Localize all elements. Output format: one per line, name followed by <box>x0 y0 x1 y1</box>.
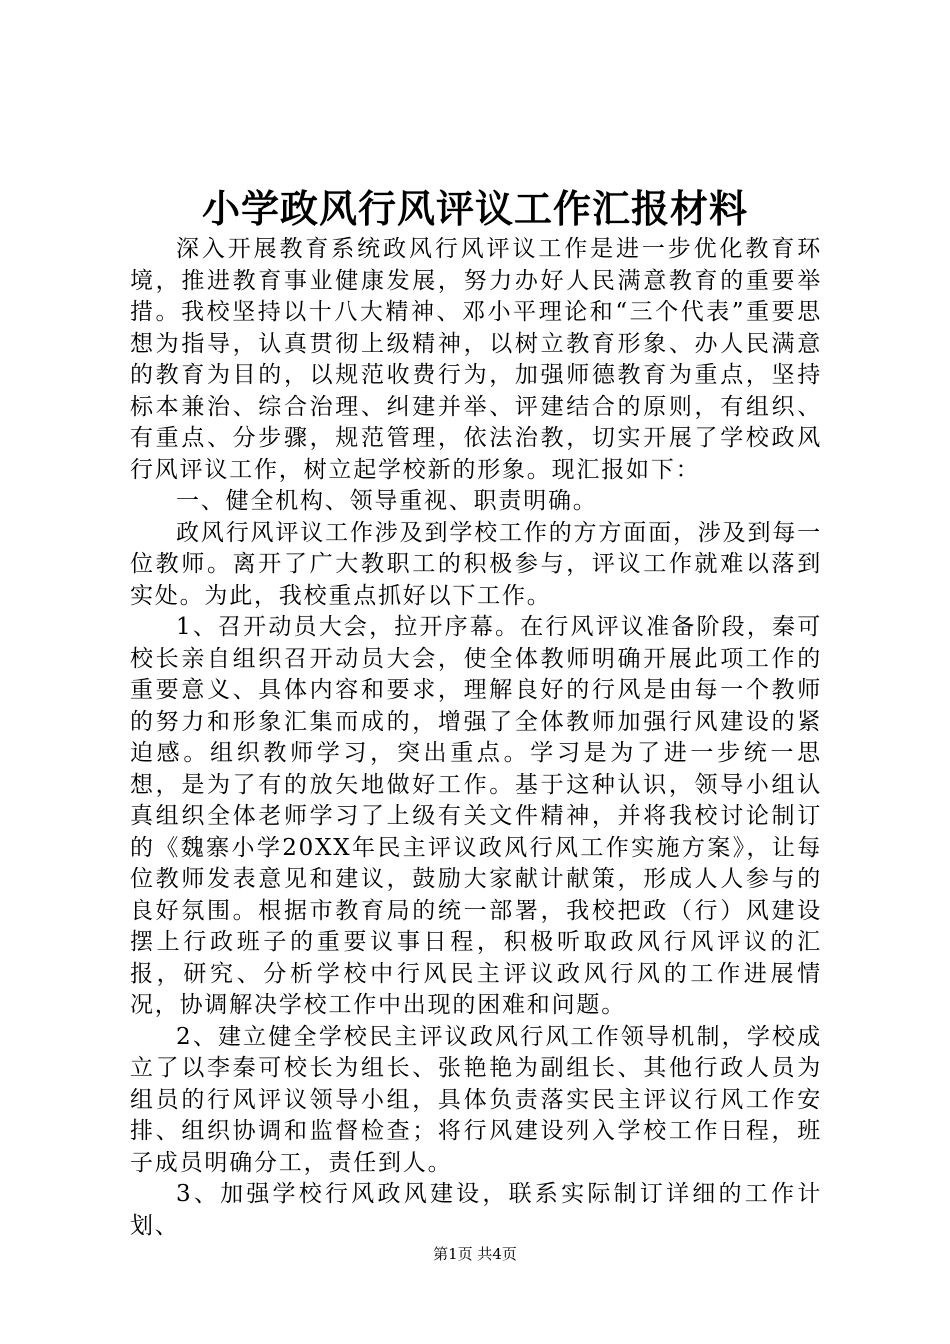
document-body <box>130 234 822 1242</box>
section-heading-1: 一、健全机构、领导重视、职责明确。 <box>176 488 598 514</box>
paragraph-item-2: 2、建立健全学校民主评议政风行风工作领导机制，学校成立了以李秦可校长为组长、张艳艳为副组长、其他行政人员为组员的行风评议领导小组，具体负责落实民主评议行风工作安排、组织协调和监督检查；将行风建设列入学校工作日程，班子成员明确分工，责任到人。 <box>130 1023 822 1176</box>
page-number: 第1页 共4页 <box>433 1245 517 1263</box>
paragraph-section-1: 政风行风评议工作涉及到学校工作的方方面面，涉及到每一位教师。离开了广大教职工的积极参与，评议工作就难以落到实处。为此，我校重点抓好以下工作。 <box>130 519 822 609</box>
document-title: 小学政风行风评议工作汇报材料 <box>201 186 748 231</box>
paragraph-item-1: 1、召开动员大会，拉开序幕。在行风评议准备阶段，秦可校长亲自组织召开动员大会，使全体教师明确开展此项工作的重要意义、具体内容和要求，理解良好的行风是由每一个教师的努力和形象汇集而成的，增强了全体教师加强行风建设的紧迫感。组织教师学习，突出重点。学习是为了进一步统一思想，是为了有的放矢地做好工作。基于这种认识，领导小组认真组织全体老师学习了上级有关文件精神，并将我校讨论制订的《魏寨小学20XX年民主评议政风行风工作实施方案》，让每位教师发表意见和建议，鼓励大家献计献策，形成人人参与的良好氛围。根据市教育局的统一部署，我校把政（行）风建设摆上行政班子的重要议事日程，积极听取政风行风评议的汇报，研究、分析学校中行风民主评议政风行风的工作进展情况，协调解决学校工作中出现的困难和问题。 <box>130 614 822 1018</box>
paragraph-item-3: 3、加强学校行风政风建设，联系实际制订详细的工作计划、 <box>130 1181 822 1239</box>
page-footer <box>0 1244 950 1264</box>
paragraph-intro: 深入开展教育系统政风行风评议工作是进一步优化教育环境，推进教育事业健康发展，努力办好人民满意教育的重要举措。我校坚持以十八大精神、邓小平理论和“三个代表”重要思想为指导，认真贯彻上级精神，以树立教育形象、办人民满意的教育为目的，以规范收费行为，加强师德教育为重点，坚持标本兼治、综合治理、纠建并举、评建结合的原则，有组织、有重点、分步骤，规范管理，依法治教，切实开展了学校政风行风评议工作，树立起学校新的形象。现汇报如下： <box>130 236 822 483</box>
